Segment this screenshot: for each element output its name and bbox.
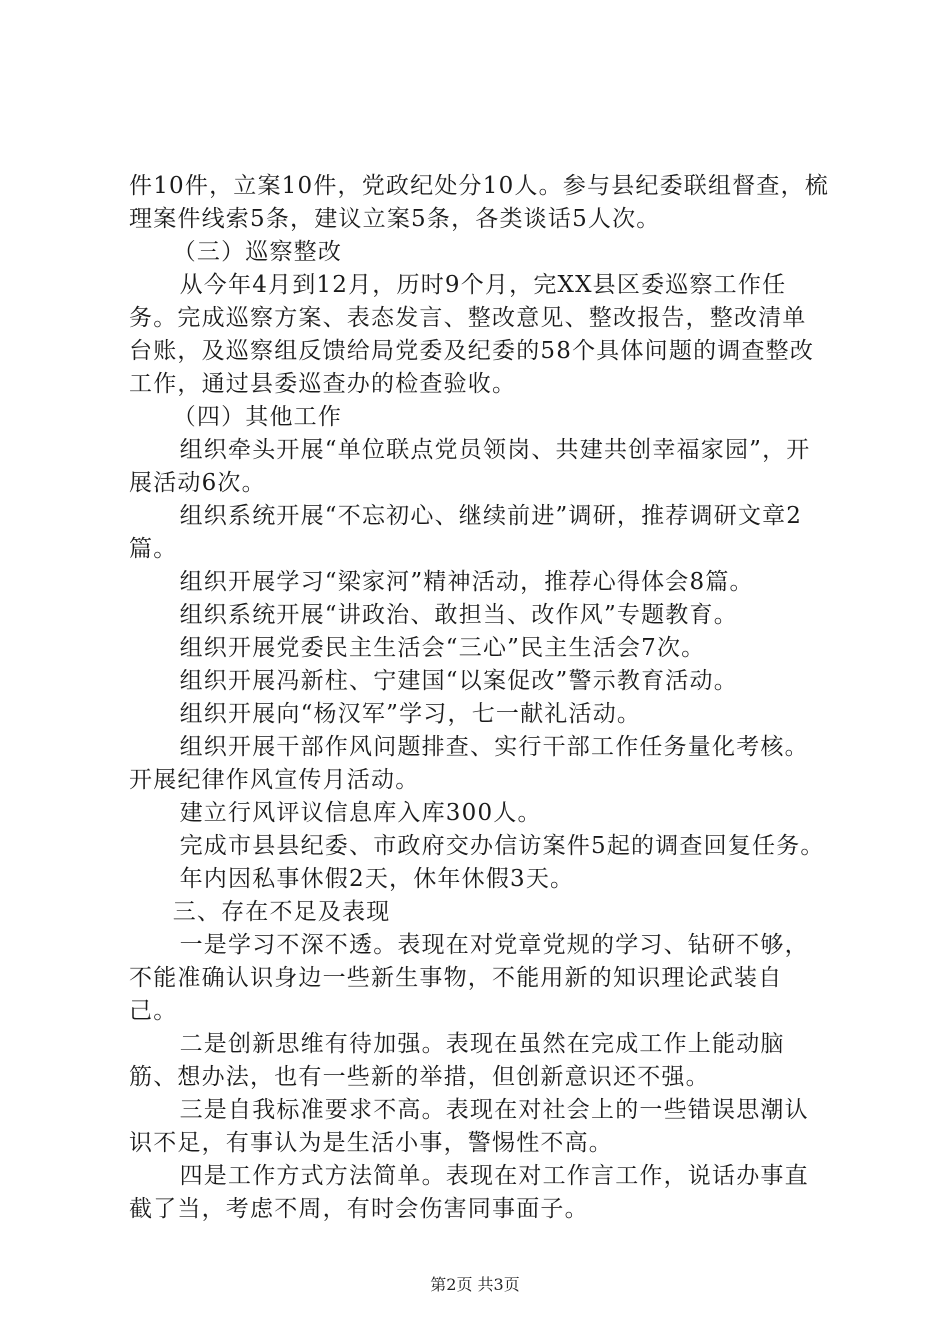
paragraph: 建立行风评议信息库入库300人。 — [179, 800, 542, 826]
paragraph: 组织开展向“杨汉军”学习，七一献礼活动。 — [179, 701, 642, 727]
section-heading: （四）其他工作 — [172, 404, 343, 430]
paragraph: 组织开展党委民主生活会“三心”民主生活会7次。 — [179, 635, 706, 661]
paragraph: 组织开展学习“梁家河”精神活动，推荐心得体会8篇。 — [179, 569, 754, 595]
paragraph: 年内因私事休假2天，休年休假3天。 — [179, 866, 575, 892]
paragraph: 一是学习不深不透。表现在对党章党规的学习、钻研不够，不能准确认识身边一些新生事物，不能用新的知识理论武装自己。 — [129, 932, 809, 1024]
paragraph: 四是工作方式方法简单。表现在对工作言工作，说话办事直截了当，考虑不周，有时会伤害同事面子。 — [129, 1163, 809, 1222]
paragraph: 组织系统开展“讲政治、敢担当、改作风”专题教育。 — [179, 602, 738, 628]
section-heading: （三）巡察整改 — [172, 239, 343, 265]
page-footer — [0, 1272, 950, 1295]
paragraph: 组织系统开展“不忘初心、继续前进”调研，推荐调研文章2篇。 — [129, 503, 803, 562]
paragraph: 从今年4月到12月，历时9个月，完XX县区委巡察工作任务。完成巡察方案、表态发言、整改意见、整改报告，整改清单台账，及巡察组反馈给局党委及纪委的58个具体问题的调查整改工作，通过县委巡查办的检查验收。 — [129, 272, 815, 397]
paragraph: 组织开展干部作风问题排查、实行干部工作任务量化考核。开展纪律作风宣传月活动。 — [129, 734, 809, 793]
paragraph: 二是创新思维有待加强。表现在虽然在完成工作上能动脑筋、想办法，也有一些新的举措，但创新意识还不强。 — [129, 1031, 785, 1090]
paragraph: 件10件，立案10件，党政纪处分10人。参与县纪委联组督查，梳理案件线索5条，建议立案5条，各类谈话5人次。 — [129, 173, 829, 232]
paragraph: 完成市县县纪委、市政府交办信访案件5起的调查回复任务。 — [179, 833, 825, 859]
paragraph: 组织牵头开展“单位联点党员领岗、共建共创幸福家园”，开展活动6次。 — [129, 437, 811, 496]
paragraph: 三是自我标准要求不高。表现在对社会上的一些错误思潮认识不足，有事认为是生活小事，警惕性不高。 — [129, 1097, 809, 1156]
page-number-label: 第2页 共3页 — [430, 1275, 520, 1294]
paragraph: 组织开展冯新柱、宁建国“以案促改”警示教育活动。 — [179, 668, 738, 694]
document-body — [129, 170, 829, 1226]
section-heading: 三、存在不足及表现 — [172, 899, 391, 925]
